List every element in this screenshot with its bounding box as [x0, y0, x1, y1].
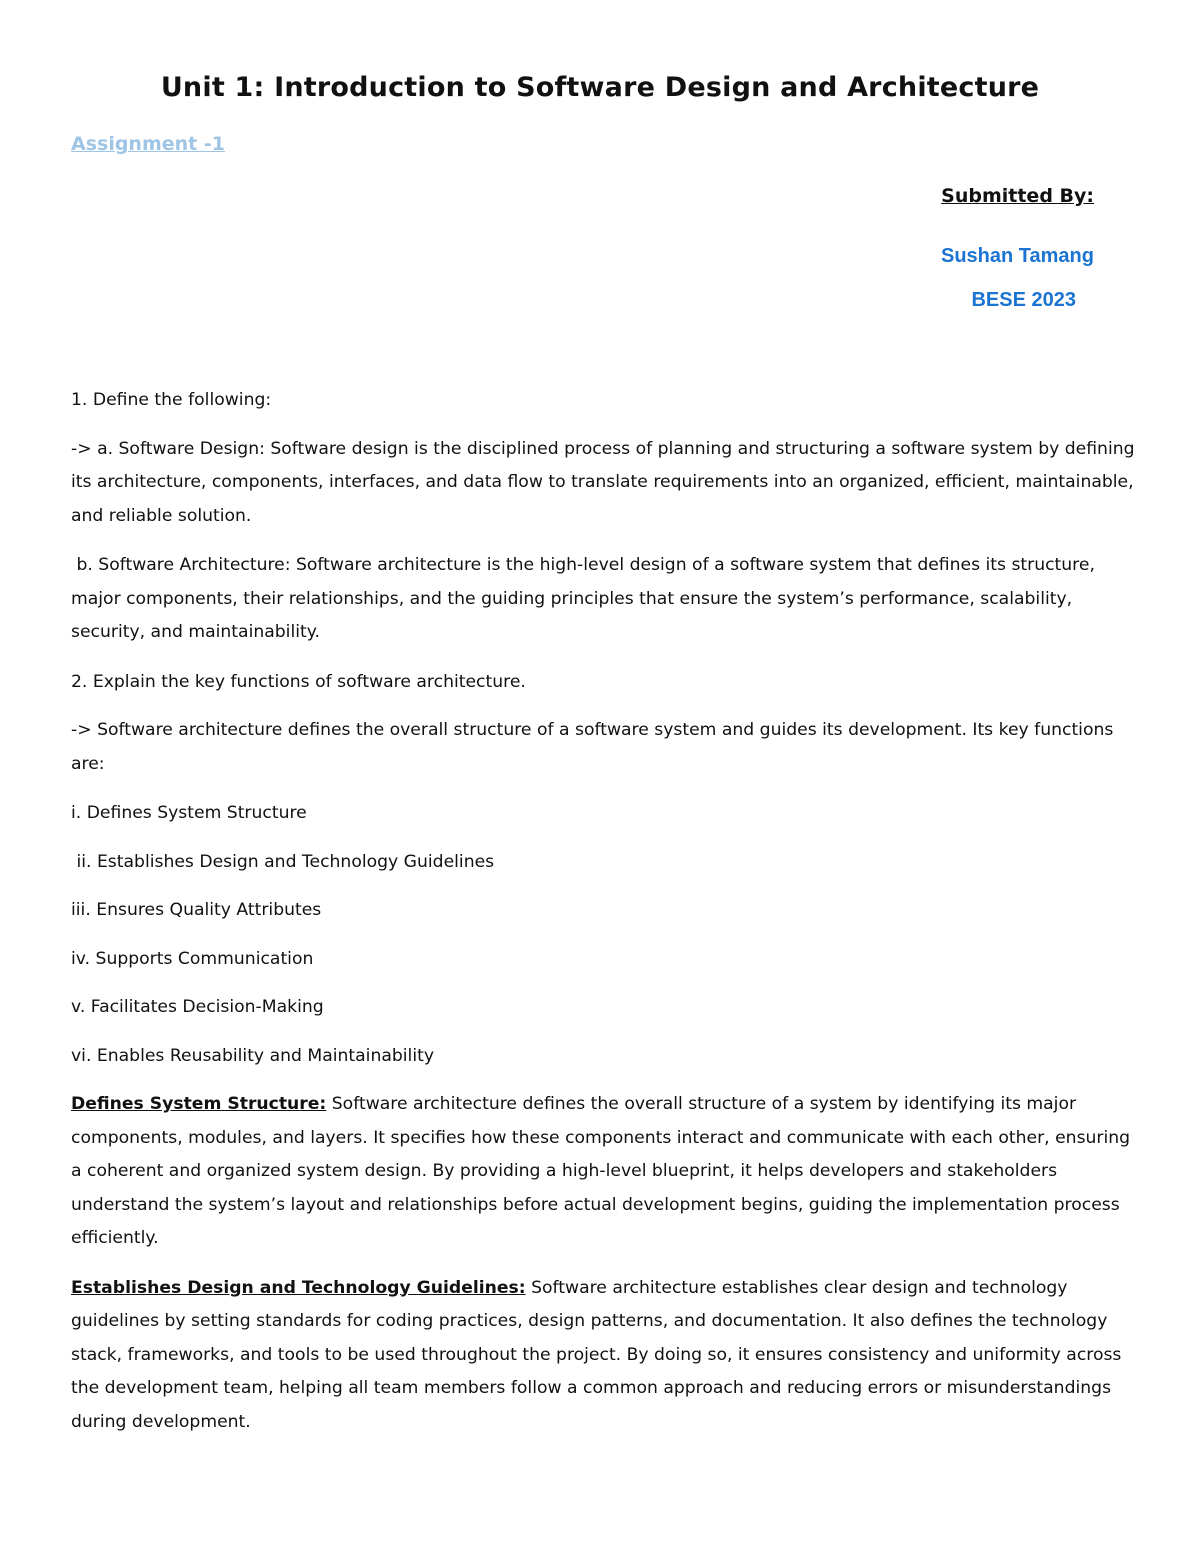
- page-title: Unit 1: Introduction to Software Design and Architecture: [160, 72, 1040, 103]
- function-item: vi. Enables Reusability and Maintainability: [71, 1045, 435, 1066]
- question-1: 1. Define the following:: [71, 390, 272, 410]
- author-name: Sushan Tamang: [941, 245, 1094, 267]
- answer-2-intro: -> Software architecture defines the overall structure of a software system and guides its development. Its key functions are:: [71, 720, 1114, 774]
- question-2: 2. Explain the key functions of software architecture.: [71, 671, 526, 692]
- answer-1b: b. Software Architecture: Software architecture is the high-level design of a software system that defines its structure, major components, their relationships, and the guiding principles that ensure the system’s performance, scalability, security, and maintainability.: [71, 555, 1101, 642]
- section-text: Software architecture defines the overall structure of a system by identifying its major components, modules, and layers. It specifies how these components interact and communicate with each other, ensuring a coherent and organized system design. By providing a high-level blueprint, it helps developers and stakeholders understand the system’s layout and relationships before actual development begins, guiding the implementation process efficiently.: [71, 1094, 1131, 1248]
- batch-label: BESE 2023: [971, 289, 1076, 311]
- function-item: iii. Ensures Quality Attributes: [71, 900, 322, 920]
- section-text: Software architecture establishes clear design and technology guidelines by setting standards for coding practices, design patterns, and documentation. It also defines the technology stack, frameworks, and tools to be used throughout the project. By doing so, it ensures consistency and uniformity across the development team, helping all team members follow a common approach and reducing errors or misunderstandings during development.: [71, 1277, 1122, 1432]
- function-item: iv. Supports Communication: [71, 948, 314, 969]
- section-term: Establishes Design and Technology Guidelines:: [71, 1277, 526, 1298]
- document-body: [71, 384, 1141, 1455]
- function-item: v. Facilitates Decision-Making: [71, 997, 324, 1017]
- submitted-by-label: Submitted By:: [941, 185, 1094, 207]
- function-item: ii. Establishes Design and Technology Guidelines: [71, 851, 495, 872]
- section-paragraph: [71, 1272, 1141, 1440]
- section-paragraph: [71, 1088, 1141, 1256]
- assignment-link[interactable]: Assignment -1: [71, 133, 225, 155]
- answer-1a: -> a. Software Design: Software design is the disciplined process of planning and structuring a software system by defining its architecture, components, interfaces, and data flow to translate requirements into an organized, efficient, maintainable, and reliable solution.: [71, 438, 1135, 526]
- function-item: i. Defines System Structure: [71, 803, 307, 823]
- section-term: Defines System Structure:: [71, 1094, 327, 1114]
